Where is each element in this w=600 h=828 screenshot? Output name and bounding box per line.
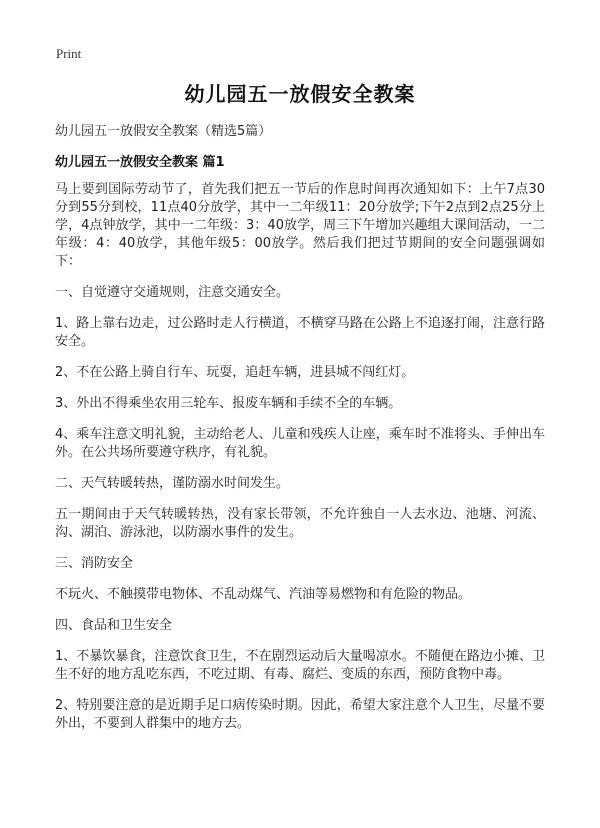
document-body	[55, 181, 545, 746]
page-title: 幼儿园五一放假安全教案	[184, 82, 416, 106]
paragraph-traffic-4: 4、乘车注意文明礼貌，主动给老人、儿童和残疾人让座，乘车时不准将头、手伸出车外。在公共场所要遵守秩序，有礼貌。	[55, 427, 545, 460]
paragraph-traffic-2: 2、不在公路上骑自行车、玩耍，追赶车辆，进县城不闯红灯。	[55, 365, 415, 380]
paragraph-traffic-1: 1、路上靠右边走，过公路时走人行横道，不横穿马路在公路上不追逐打闹，注意行路安全。	[55, 316, 545, 349]
paragraph-food-2: 2、特别要注意的是近期手足口病传染时期。因此，希望大家注意个人卫生，尽量不要外出，不要到人群集中的地方去。	[55, 698, 545, 731]
heading-traffic-safety: 一、自觉遵守交通规则，注意交通安全。	[55, 285, 290, 300]
paragraph-traffic-3: 3、外出不得乘坐农用三轮车、报废车辆和手续不全的车辆。	[55, 396, 402, 411]
heading-fire-safety: 三、消防安全	[55, 556, 134, 571]
document-subtitle: 幼儿园五一放假安全教案（精选5篇）	[55, 124, 272, 139]
paragraph-drowning: 五一期间由于天气转暖转热，没有家长带领，不允许独自一人去水边、池塘、河流、沟、湖泊、游泳池，以防溺水事件的发生。	[55, 507, 545, 540]
print-label: Print	[56, 46, 82, 61]
paragraph-fire-safety: 不玩火、不触摸带电物体、不乱动煤气、汽油等易燃物和有危险的物品。	[55, 587, 472, 602]
paragraph-food-1: 1、不暴饮暴食，注意饮食卫生，不在剧烈运动后大量喝凉水。不随便在路边小摊、卫生不好的地方乱吃东西，不吃过期、有毒、腐烂、变质的东西，预防食物中毒。	[55, 649, 545, 682]
section-title: 幼儿园五一放假安全教案 篇1	[55, 155, 225, 170]
paragraph-intro: 马上要到国际劳动节了，首先我们把五一节后的作息时间再次通知如下：上午7点30分到55分到校，11点40分放学，其中一二年级11：20分放学;下午2点到2点25分上学，4点钟放学，其中一二年级：3：40放学，周三下午增加兴趣组大课间活动，一二年级：4：40放学，其他年级5：00放学。然后我们把过节期间的安全问题强调如下：	[55, 182, 545, 269]
heading-drowning: 二、天气转暖转热，谨防溺水时间发生。	[55, 476, 290, 491]
heading-food-safety: 四、食品和卫生安全	[55, 618, 173, 633]
